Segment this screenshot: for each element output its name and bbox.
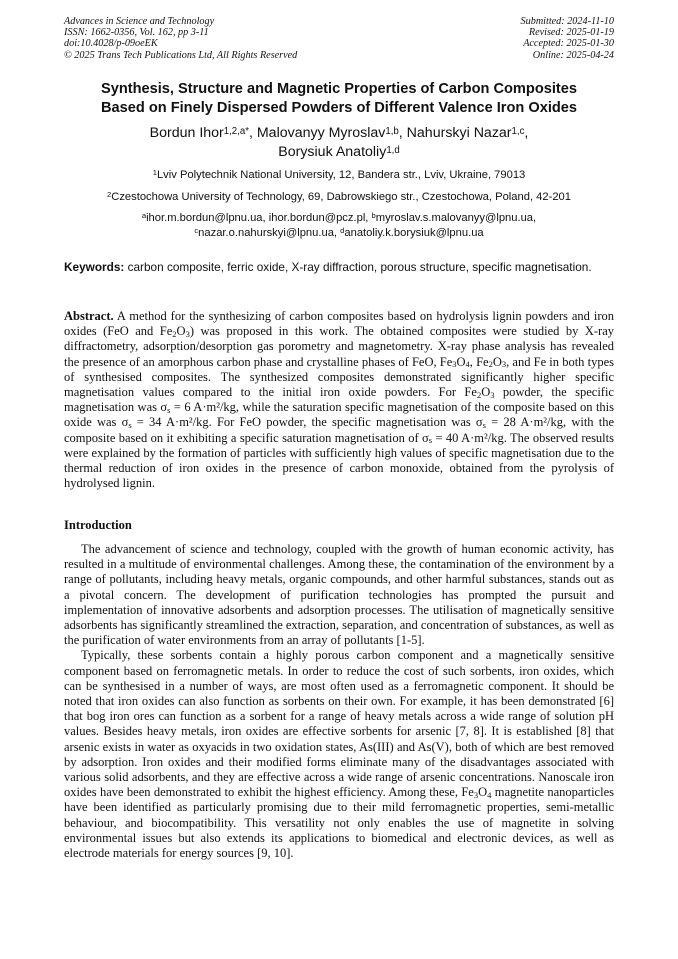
- email: myroslav.s.malovanyy@lpnu.ua,: [375, 212, 537, 224]
- doi: doi:10.4028/p-09oeEK: [64, 38, 158, 50]
- author-name: Bordun Ihor: [149, 125, 224, 141]
- author-affiliation-mark: 1,c: [511, 125, 525, 137]
- revised-date: Revised: 2025-01-19: [528, 27, 614, 39]
- email: nazar.o.nahurskyi@lpnu.ua,: [198, 227, 341, 239]
- author-list: Bordun Ihor$^{1,2,a*}$, Malovanyy Myroslav$^{1,b}$, Nahurskyi Nazar$^{1,c}$, Borysiuk Anatoliy$^{1,d}$: [149, 125, 529, 160]
- online-date: Online: 2025-04-24: [532, 49, 614, 61]
- author-affiliation-mark: 1,d: [386, 144, 400, 156]
- paragraph: The advancement of science and technology, coupled with the growth of human economic activity, has resulted in a multitude of environmental challenges. Among these, the contamination of the environment by a range of pollutants, including heavy metals, organic compounds, and other harmful substances, stands out as a pivotal concern. The development of purification technologies has prompted the pursuit and implementation of innovative adsorbents and adsorption processes. The utilisation of magnetically sensitive adsorbents has significantly streamlined the extraction, separation, and concentration of substances, as well as the purification of water environments from an array of pollutants [1-5].: [64, 542, 614, 648]
- abstract: Abstract. A method for the synthesizing of carbon composites based on hydrolysis lignin powders and iron oxides (FeO and $Fe_2O_3$) was proposed in this work. The obtained composites were studied by X-ray diffractometry, adsorption/desorption gas porometry and magnetometry. X-ray phase analysis has revealed the presence of an amorphous carbon phase and crystalline phases of FeO, $Fe_3O_4$, $Fe_2O_3$, and Fe in both types of synthesised composites. The synthesized composites demonstrated significantly higher specific magnetisation values compared to the initial iron oxide powders. For $Fe_2O_3$ powder, the specific magnetisation was $\sigma_s = 6$ A·m²/kg, while the saturation specific magnetisation of the composite based on this oxide was $\sigma_s = 34$ A·m²/kg. For FeO powder, the specific magnetisation was $\sigma_s = 28$ A·m²/kg, with the composite based on it exhibiting a specific saturation magnetisation of $\sigma_s = 40$ A·m²/kg. The observed results were explained by the formation of particles with sufficiently high values of specific magnetisation due to the thermal reduction of iron oxides in the presence of carbon monoxide, obtained from the pyrolysis of hydrolysed lignin.: [64, 309, 614, 491]
- keywords-label: Keywords:: [64, 260, 125, 274]
- abstract-label: Abstract.: [64, 309, 114, 323]
- author-name: Malovanyy Myroslav: [256, 125, 386, 141]
- journal-header-left: [64, 16, 297, 61]
- journal-name: Advances in Science and Technology: [64, 16, 215, 27]
- issn-volume: ISSN: 1662-0356, Vol. 162, pp 3-11: [64, 27, 209, 39]
- copyright: © 2025 Trans Tech Publications Ltd, All Rights Reserved: [64, 49, 298, 61]
- section-heading-introduction: Introduction: [64, 518, 132, 532]
- introduction-body: [64, 542, 614, 861]
- journal-header-right: [521, 16, 614, 61]
- email: ihor.m.bordun@lpnu.ua, ihor.bordun@pcz.pl,: [146, 212, 372, 224]
- keywords: [64, 260, 614, 275]
- submitted-date: Submitted: 2024-11-10: [520, 16, 614, 27]
- author-name: Nahurskyi Nazar: [406, 125, 512, 141]
- author-affiliation-mark: 1,b: [385, 125, 399, 137]
- paper-title: [40, 80, 638, 118]
- title-line-1: Synthesis, Structure and Magnetic Properties of Carbon Composites: [100, 81, 577, 97]
- affiliation-1: $^1$Lviv Polytechnik National University, 12, Bandera str., Lviv, Ukraine, 79013: [152, 168, 526, 181]
- accepted-date: Accepted: 2025-01-30: [523, 38, 614, 50]
- author-name: Borysiuk Anatoliy: [278, 144, 387, 160]
- title-line-2: Based on Finely Dispersed Powders of Different Valence Iron Oxides: [100, 100, 578, 116]
- author-affiliation-mark: 1,2,a*: [223, 125, 249, 137]
- author-emails: $^a$ihor.m.bordun@lpnu.ua, ihor.bordun@pcz.pl, $^b$myroslav.s.malovanyy@lpnu.ua, $^c$nazar.o.nahurskyi@lpnu.ua, $^d$anatoliy.k.borysiuk@lpnu.ua: [141, 211, 537, 239]
- paragraph: Typically, these sorbents contain a highly porous carbon component and a magnetically sensitive component based on ferromagnetic metals. In order to reduce the cost of such sorbents, iron oxides, which can be synthesised in a number of ways, are most often used as a ferromagnetic component. It should be noted that iron oxides can also function as sorbents on their own. For example, it has been demonstrated [6] that bog iron ores can function as a sorbent for a range of heavy metals across a wide range of solution pH values. Besides heavy metals, iron oxides are effective sorbents for arsenic [7, 8]. It is established [8] that arsenic exists in water as oxyacids in two oxidation states, As(III) and As(V), both of which are best removed by adsorption. Iron oxides and their modified forms eliminate many of the disadvantages associated with various solid adsorbents, and they are effective across a wide range of arsenic concentrations. Nanoscale iron oxides have been demonstrated to exhibit the highest efficiency. Among these, $Fe_3O_4$ magnetite nanoparticles have been identified as particularly promising due to their mild ferromagnetic properties, semi-metallic behaviour, and biocompatibility. This versatility not only enables the use of magnetite in solving environmental issues but also extends its applications to biomedical and electronic devices, as well as electrode materials for energy sources [9, 10].: [64, 648, 614, 861]
- affiliation-2: $^2$Czestochowa University of Technology, 69, Dabrowskiego str., Czestochowa, Poland, 42-201: [107, 190, 571, 203]
- keywords-text: carbon composite, ferric oxide, X-ray diffraction, porous structure, specific magnetisation.: [124, 260, 592, 274]
- email: anatoliy.k.borysiuk@lpnu.ua: [344, 227, 484, 239]
